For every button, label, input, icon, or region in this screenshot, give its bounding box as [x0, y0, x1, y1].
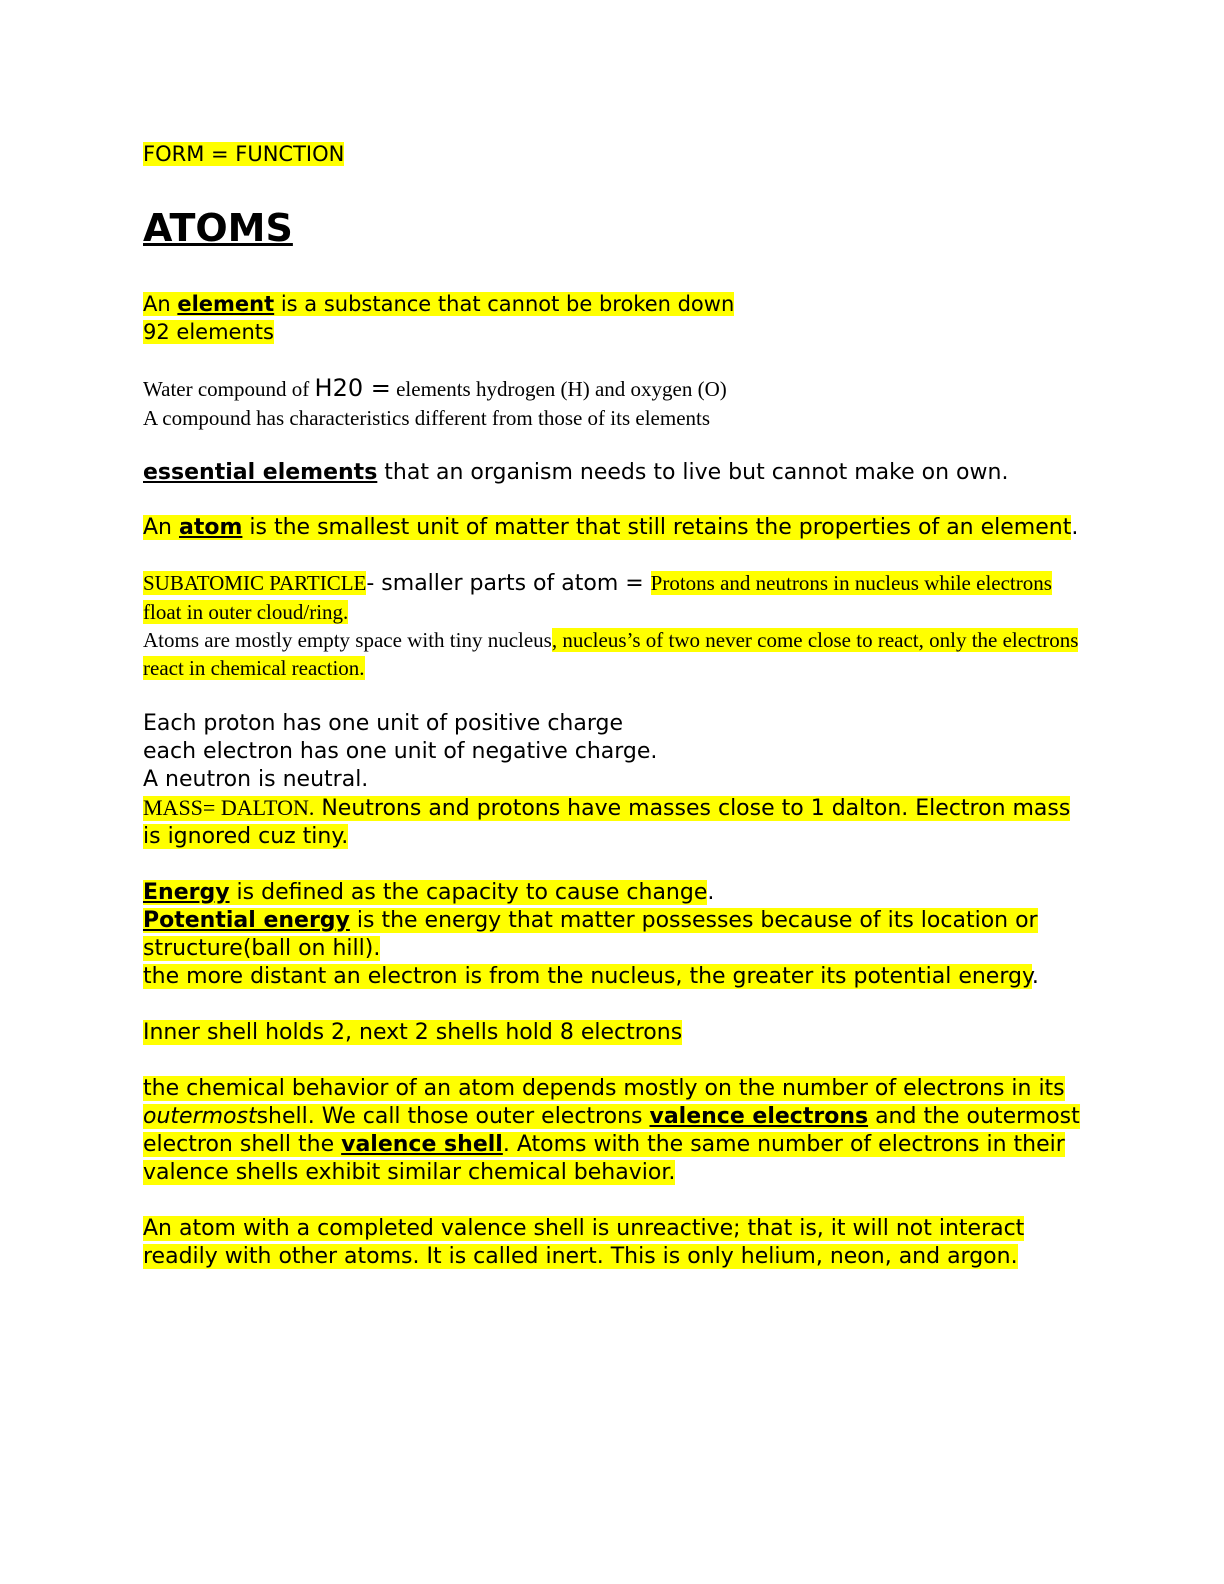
water-compound-line: Water compound of H20 = elements hydrogen (H) and oxygen (O) [143, 374, 727, 402]
element-definition: An element is a substance that cannot be broken down [143, 292, 735, 316]
atom-term: atom [179, 515, 243, 540]
element-count: 92 elements [143, 320, 274, 344]
subatomic-particle: SUBATOMIC PARTICLE- smaller parts of atom = Protons and neutrons in nucleus while electrons float in outer cloud/ring. [143, 571, 1052, 624]
inert-paragraph: An atom with a completed valence shell is unreactive; that is, it will not interact readily with other atoms. It is called inert. This is only helium, neon, and argon. [143, 1216, 1025, 1269]
essential-elements: essential elements that an organism needs to live but cannot make on own. [143, 460, 1009, 485]
document-page [143, 140, 1083, 1271]
empty-space-line: Atoms are mostly empty space with tiny nucleus, nucleus’s of two never come close to react, only the electrons react in chemical reaction. [143, 628, 1079, 680]
proton-charge: Each proton has one unit of positive charge [143, 711, 624, 736]
element-term: element [177, 292, 275, 316]
potential-energy-term: Potential energy [143, 908, 350, 933]
mass-label: MASS= DALTON. [143, 795, 315, 820]
potential-energy: Potential energy is the energy that matter possesses because of its location or structure(ball on hill). [143, 908, 1038, 961]
essential-elements-term: essential elements [143, 460, 378, 485]
form-function-heading: FORM = FUNCTION [143, 142, 345, 166]
energy-term: Energy [143, 880, 230, 905]
inner-shell: Inner shell holds 2, next 2 shells hold 8 electrons [143, 1020, 683, 1045]
h2o-formula: H20 = [314, 374, 391, 402]
energy-definition: Energy is defined as the capacity to cause change. [143, 880, 715, 905]
valence-shell-term: valence shell [341, 1132, 503, 1157]
mass-dalton: MASS= DALTON. Neutrons and protons have masses close to 1 dalton. Electron mass is ignored cuz tiny. [143, 795, 1071, 849]
compound-characteristics: A compound has characteristics different from those of its elements [143, 406, 711, 430]
electron-charge: each electron has one unit of negative charge. [143, 739, 658, 764]
page-title: ATOMS [143, 206, 293, 250]
electron-distance: the more distant an electron is from the nucleus, the greater its potential energy. [143, 964, 1039, 989]
atom-definition: An atom is the smallest unit of matter that still retains the properties of an element. [143, 515, 1079, 540]
valence-electrons-term: valence electrons [649, 1104, 869, 1129]
subatomic-label: SUBATOMIC PARTICLE [143, 571, 367, 595]
neutron-charge: A neutron is neutral. [143, 767, 369, 792]
valence-paragraph: the chemical behavior of an atom depends mostly on the number of electrons in its outermostshell. We call those outer electrons valence electrons and the outermost electron shell the valence shell. Atoms with the same number of electrons in their valence shells exhibit similar chemical behavior. [143, 1076, 1080, 1185]
outermost-italic: outermost [143, 1104, 257, 1129]
